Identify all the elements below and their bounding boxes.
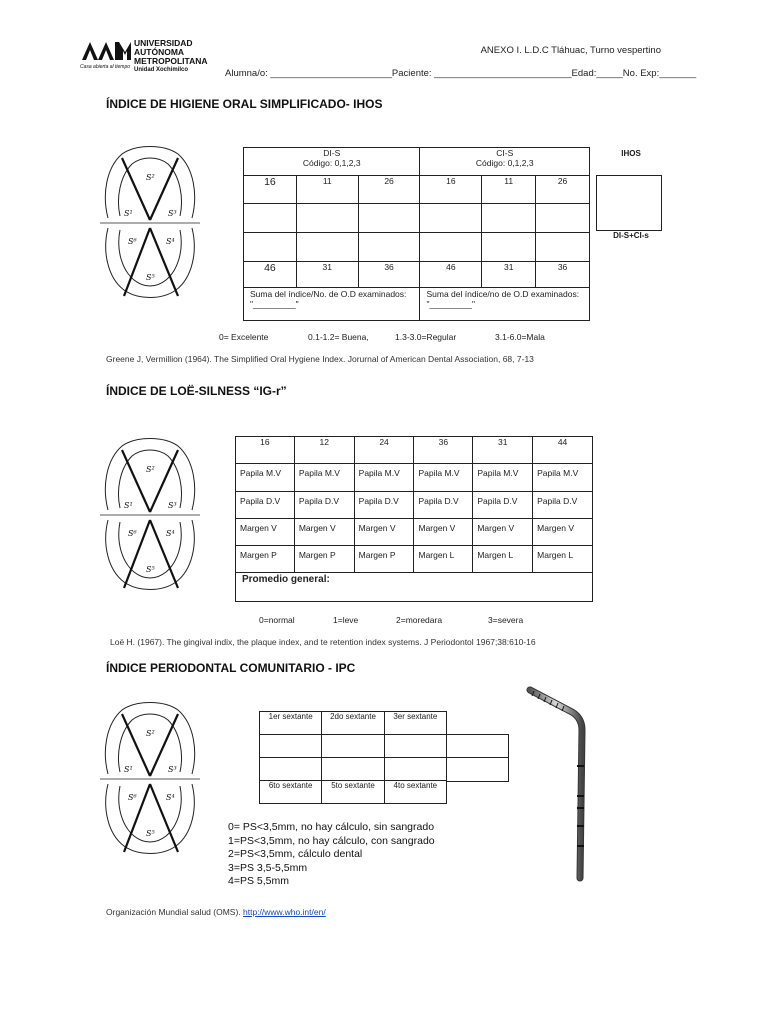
igr-site-cell[interactable]: Margen L bbox=[473, 546, 533, 573]
igr-margen-pl-row bbox=[236, 546, 593, 573]
igr-site-cell[interactable]: Papila M.V bbox=[236, 464, 295, 492]
dis-code: Código: 0,1,2,3 bbox=[302, 158, 361, 168]
ipc-title: ÍNDICE PERIODONTAL COMUNITARIO - IPC bbox=[106, 661, 356, 675]
sextant-label-s1: S¹ bbox=[124, 501, 133, 510]
igr-tooth-header: 16 bbox=[236, 437, 295, 464]
sextant-label-s4: S⁴ bbox=[166, 793, 175, 802]
sextant-label-s4: S⁴ bbox=[166, 237, 175, 246]
score-cell[interactable] bbox=[420, 233, 482, 262]
ipc-legend bbox=[228, 821, 435, 889]
who-link[interactable]: http://www.who.int/en/ bbox=[243, 907, 326, 917]
ihos-formula: DI-S+CI-s bbox=[613, 231, 649, 240]
score-cell[interactable] bbox=[358, 233, 420, 262]
score-cell[interactable] bbox=[536, 233, 590, 262]
igr-tooth-header: 31 bbox=[473, 437, 533, 464]
ipc-legend-3: 3=PS 3,5-5,5mm bbox=[228, 861, 308, 874]
igr-title: ÍNDICE DE LOË-SILNESS “IG-r” bbox=[106, 384, 287, 398]
logo-unit: Unidad Xochimilco bbox=[134, 67, 189, 73]
sextant-label-s5: S⁵ bbox=[146, 273, 155, 282]
uam-logo-icon bbox=[80, 40, 132, 62]
sextant-5-header: 5to sextante bbox=[322, 781, 384, 804]
cis-header-cell bbox=[420, 148, 590, 176]
ihos-scale-buena: 0.1-1.2= Buena, bbox=[308, 332, 369, 342]
ipc-reference bbox=[106, 907, 326, 917]
dental-sextant-diagram-icon bbox=[98, 696, 202, 858]
igr-site-cell[interactable]: Papila D.V bbox=[414, 492, 473, 519]
sextant-4-header: 4to sextante bbox=[384, 781, 446, 804]
ihos-scale-excelente: 0= Excelente bbox=[219, 332, 269, 342]
ipc-score-cell[interactable] bbox=[260, 735, 322, 758]
sextant-label-s6: S⁶ bbox=[128, 529, 137, 538]
ihos-reference: Greene J, Vermillion (1964). The Simplified Oral Hygiene Index. Jorurnal of American Dental Association, 68, 7-13 bbox=[106, 354, 534, 364]
sextant-6-header: 6to sextante bbox=[260, 781, 322, 804]
sextant-label-s6: S⁶ bbox=[128, 793, 137, 802]
sextant-label-s6: S⁶ bbox=[128, 237, 137, 246]
igr-site-cell[interactable]: Margen V bbox=[473, 519, 533, 546]
igr-site-cell[interactable]: Margen V bbox=[414, 519, 473, 546]
igr-papila-dv-row bbox=[236, 492, 593, 519]
logo-text bbox=[134, 39, 208, 75]
ipc-legend-0: 0= PS<3,5mm, no hay cálculo, sin sangrado bbox=[228, 821, 435, 833]
igr-scale-moderada: 2=moredara bbox=[396, 615, 443, 625]
ihos-scale-mala: 3.1-6.0=Mala bbox=[495, 332, 545, 342]
dental-sextant-diagram-icon bbox=[98, 140, 202, 302]
sextant-label-s3: S³ bbox=[168, 501, 177, 510]
logo-line-2: AUTÓNOMA bbox=[134, 47, 185, 57]
igr-site-cell[interactable]: Margen V bbox=[236, 519, 295, 546]
igr-papila-mv-row bbox=[236, 464, 593, 492]
sextant-3-header: 3er sextante bbox=[384, 712, 446, 735]
igr-site-cell[interactable]: Margen L bbox=[533, 546, 593, 573]
igr-scale-severa: 3=severa bbox=[488, 615, 524, 625]
ipc-score-cell[interactable] bbox=[384, 758, 446, 781]
dental-sextant-diagram-icon bbox=[98, 432, 202, 594]
sextant-2-header: 2do sextante bbox=[322, 712, 384, 735]
score-cell[interactable] bbox=[296, 233, 358, 262]
tooth-11-dis: 11 bbox=[296, 176, 358, 204]
ihos-table bbox=[243, 147, 590, 321]
promedio-general-cell[interactable]: Promedio general: bbox=[236, 573, 593, 602]
igr-site-cell[interactable]: Papila D.V bbox=[533, 492, 593, 519]
tooth-26-cis: 26 bbox=[536, 176, 590, 204]
ipc-reference-text: Organización Mundial salud (OMS). bbox=[106, 907, 244, 917]
igr-site-cell[interactable]: Margen V bbox=[294, 519, 354, 546]
ihos-result-box[interactable] bbox=[596, 175, 662, 231]
igr-site-cell[interactable]: Margen P bbox=[236, 546, 295, 573]
igr-teeth-row bbox=[236, 437, 593, 464]
score-cell[interactable] bbox=[244, 233, 297, 262]
score-cell[interactable] bbox=[482, 233, 536, 262]
igr-site-cell[interactable]: Papila M.V bbox=[414, 464, 473, 492]
ipc-extra-divider bbox=[446, 757, 508, 758]
sextant-label-s3: S³ bbox=[168, 765, 177, 774]
igr-scale-normal: 0=normal bbox=[259, 615, 295, 625]
ipc-score-cell[interactable] bbox=[322, 758, 384, 781]
tooth-26-dis: 26 bbox=[358, 176, 420, 204]
anexo-header: ANEXO I. L.D.C Tláhuac, Turno vespertino bbox=[480, 45, 661, 56]
ipc-score-cell[interactable] bbox=[384, 735, 446, 758]
sextant-label-s2: S² bbox=[146, 173, 155, 182]
score-cell[interactable] bbox=[296, 204, 358, 233]
igr-tooth-header: 12 bbox=[294, 437, 354, 464]
tooth-46-cis: 46 bbox=[420, 262, 482, 288]
igr-site-cell[interactable]: Papila M.V bbox=[533, 464, 593, 492]
sextant-label-s4: S⁴ bbox=[166, 529, 175, 538]
cis-header: CI-S bbox=[496, 148, 514, 158]
logo-line-1: UNIVERSIDAD bbox=[134, 38, 193, 48]
tooth-16-cis: 16 bbox=[420, 176, 482, 204]
tooth-46-dis: 46 bbox=[244, 262, 297, 288]
logo-line-3: METROPOLITANA bbox=[134, 56, 208, 66]
tooth-31-dis: 31 bbox=[296, 262, 358, 288]
ipc-table bbox=[259, 711, 447, 804]
cis-sum-cell: Suma del índice/no de O.D examinados: "_________" bbox=[420, 288, 590, 321]
igr-site-cell[interactable]: Papila D.V bbox=[354, 492, 414, 519]
ipc-score-cell[interactable] bbox=[260, 758, 322, 781]
score-cell[interactable] bbox=[244, 204, 297, 233]
dis-header: DI-S bbox=[323, 148, 341, 158]
igr-scale-leve: 1=leve bbox=[333, 615, 359, 625]
ipc-extra-box bbox=[446, 734, 509, 782]
tooth-11-cis: 11 bbox=[482, 176, 536, 204]
logo-tagline: Casa abierta al tiempo bbox=[80, 64, 131, 70]
sextant-label-s2: S² bbox=[146, 729, 155, 738]
igr-table bbox=[235, 436, 593, 602]
igr-site-cell[interactable]: Papila D.V bbox=[236, 492, 295, 519]
igr-site-cell[interactable]: Margen V bbox=[533, 519, 593, 546]
sextant-label-s1: S¹ bbox=[124, 765, 133, 774]
score-cell[interactable] bbox=[420, 204, 482, 233]
igr-site-cell[interactable]: Papila M.V bbox=[473, 464, 533, 492]
igr-site-cell[interactable]: Papila M.V bbox=[354, 464, 414, 492]
ihos-title: ÍNDICE DE HIGIENE ORAL SIMPLIFICADO- IHOS bbox=[106, 97, 383, 111]
score-cell[interactable] bbox=[358, 204, 420, 233]
cis-code: Código: 0,1,2,3 bbox=[475, 158, 534, 168]
sextant-label-s2: S² bbox=[146, 465, 155, 474]
sextant-1-header: 1er sextante bbox=[260, 712, 322, 735]
igr-site-cell[interactable]: Papila M.V bbox=[294, 464, 354, 492]
sextant-label-s3: S³ bbox=[168, 209, 177, 218]
igr-reference: Loë H. (1967). The gingival indix, the plaque index, and te retention index systems. J Periodontol 1967;38:610-16 bbox=[110, 637, 536, 647]
igr-tooth-header: 44 bbox=[533, 437, 593, 464]
tooth-36-dis: 36 bbox=[358, 262, 420, 288]
ipc-legend-2: 2=PS<3,5mm, cálculo dental bbox=[228, 848, 363, 860]
dis-sum-cell: Suma del índice/No. de O.D examinados: "_________" bbox=[244, 288, 420, 321]
dis-header-cell bbox=[244, 148, 420, 176]
periodontal-probe-icon bbox=[524, 686, 594, 886]
sextant-label-s1: S¹ bbox=[124, 209, 133, 218]
ipc-legend-1: 1=PS<3,5mm, no hay cálculo, con sangrado bbox=[228, 834, 435, 847]
score-cell[interactable] bbox=[482, 204, 536, 233]
tooth-36-cis: 36 bbox=[536, 262, 590, 288]
ihos-scale-regular: 1.3-3.0=Regular bbox=[395, 332, 457, 342]
sextant-label-s5: S⁵ bbox=[146, 829, 155, 838]
igr-site-cell[interactable]: Margen P bbox=[354, 546, 414, 573]
igr-site-cell[interactable]: Margen V bbox=[354, 519, 414, 546]
tooth-16-dis: 16 bbox=[244, 176, 297, 204]
igr-site-cell[interactable]: Margen P bbox=[294, 546, 354, 573]
ipc-legend-4: 4=PS 5,5mm bbox=[228, 875, 289, 887]
igr-margen-v-row bbox=[236, 519, 593, 546]
igr-site-cell[interactable]: Margen L bbox=[414, 546, 473, 573]
igr-site-cell[interactable]: Papila D.V bbox=[473, 492, 533, 519]
igr-tooth-header: 36 bbox=[414, 437, 473, 464]
ihos-label: IHOS bbox=[621, 149, 641, 158]
patient-info-line: Alumna/o: _______________________Paciente: __________________________Edad:_____No. Exp:_______ bbox=[225, 68, 697, 79]
igr-site-cell[interactable]: Papila D.V bbox=[294, 492, 354, 519]
sextant-label-s5: S⁵ bbox=[146, 565, 155, 574]
igr-tooth-header: 24 bbox=[354, 437, 414, 464]
ipc-score-cell[interactable] bbox=[322, 735, 384, 758]
tooth-31-cis: 31 bbox=[482, 262, 536, 288]
score-cell[interactable] bbox=[536, 204, 590, 233]
